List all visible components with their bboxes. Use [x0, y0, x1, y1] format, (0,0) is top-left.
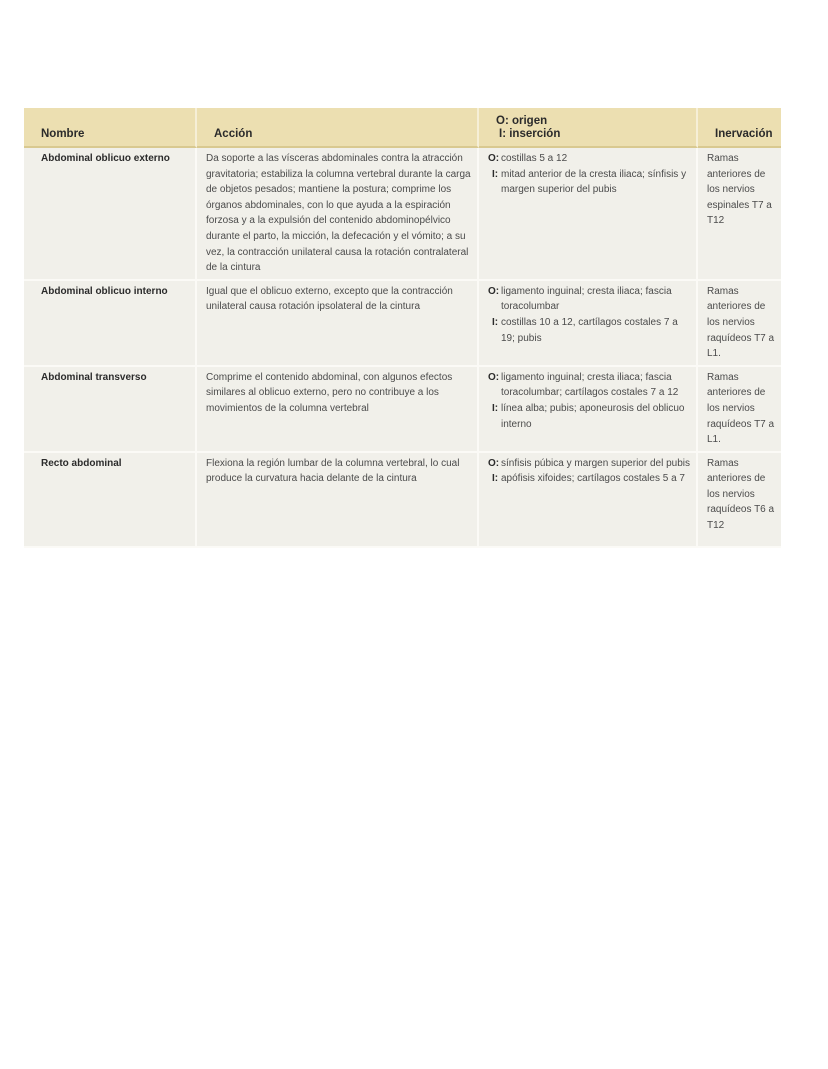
header-origen-insercion	[479, 108, 698, 148]
origen-value: costillas 5 a 12	[501, 153, 568, 164]
cell-inervacion: Ramas anteriores de los nervios raquídeos T6 a T12	[698, 453, 781, 548]
header-origen: O: origen	[496, 115, 548, 127]
insercion-value: apófisis xifoides; cartílagos costales 5 a 7	[501, 473, 685, 485]
insercion-line	[488, 471, 690, 487]
cell-origen-insercion	[479, 148, 698, 281]
table-header	[24, 108, 781, 148]
cell-origen-insercion	[479, 281, 698, 367]
origen-label: O:	[488, 153, 500, 164]
cell-nombre: Abdominal oblicuo interno	[24, 281, 197, 367]
cell-nombre: Recto abdominal	[24, 453, 197, 548]
insercion-line	[488, 315, 690, 346]
muscle-table	[24, 108, 781, 548]
cell-inervacion: Ramas anteriores de los nervios raquídeos T7 a L1.	[698, 281, 781, 367]
table-row	[24, 367, 781, 453]
cell-nombre: Abdominal transverso	[24, 367, 197, 453]
header-inervacion: Inervación	[698, 108, 781, 148]
origen-value: sínfisis púbica y margen superior del pubis	[501, 457, 690, 469]
insercion-value: costillas 10 a 12, cartílagos costales 7 a 19; pubis	[501, 316, 678, 344]
origen-line	[488, 151, 690, 167]
cell-inervacion: Ramas anteriores de los nervios espinales T7 a T12	[698, 148, 781, 281]
header-accion: Acción	[197, 108, 479, 148]
origen-value: ligamento inguinal; cresta iliaca; fascia toracolumbar	[501, 285, 672, 313]
cell-accion: Flexiona la región lumbar de la columna vertebral, lo cual produce la curvatura hacia delante de la cintura	[197, 453, 479, 548]
table-body	[24, 148, 781, 548]
cell-accion: Comprime el contenido abdominal, con algunos efectos similares al oblicuo externo, pero no contribuye a los movimientos de la columna vertebral	[197, 367, 479, 453]
origen-line	[488, 284, 690, 315]
insercion-label: I:	[492, 473, 499, 485]
cell-accion: Igual que el oblicuo externo, excepto que la contracción unilateral causa rotación ipsolateral de la cintura	[197, 281, 479, 367]
cell-accion: Da soporte a las vísceras abdominales contra la atracción gravitatoria; estabiliza la columna vertebral durante la carga de objetos pesados; mantiene la postura; comprime los órganos abdominales, con lo que ayuda a la espiración forzosa y a la expulsión del contenido abdominopélvico durante el parto, la micción, la defecación y el vómito; a su vez, la contracción unilateral causa la rotación contralateral de la cintura	[197, 148, 479, 281]
origen-value: ligamento inguinal; cresta iliaca; fascia toracolumbar; cartílagos costales 7 a 12	[501, 371, 679, 399]
origen-label: O:	[488, 285, 500, 297]
insercion-value: mitad anterior de la cresta iliaca; sínfisis y margen superior del pubis	[501, 168, 687, 196]
insercion-label: I:	[492, 316, 499, 328]
insercion-label: I:	[492, 402, 499, 414]
insercion-value: línea alba; pubis; aponeurosis del oblicuo interno	[501, 402, 685, 430]
table-row	[24, 453, 781, 548]
insercion-line	[488, 167, 690, 198]
cell-nombre: Abdominal oblicuo externo	[24, 148, 197, 281]
origen-line	[488, 456, 690, 472]
origen-label: O:	[488, 371, 500, 383]
header-row	[24, 108, 781, 148]
insercion-label: I:	[492, 168, 499, 180]
header-insercion: I: inserción	[499, 128, 561, 140]
cell-origen-insercion	[479, 367, 698, 453]
table-row	[24, 148, 781, 281]
origen-line	[488, 370, 690, 401]
table-row	[24, 281, 781, 367]
insercion-line	[488, 401, 690, 432]
origen-label: O:	[488, 457, 500, 469]
header-nombre: Nombre	[24, 108, 197, 148]
cell-inervacion: Ramas anteriores de los nervios raquídeos T7 a L1.	[698, 367, 781, 453]
cell-origen-insercion	[479, 453, 698, 548]
abdominal-muscles-table	[24, 108, 781, 548]
